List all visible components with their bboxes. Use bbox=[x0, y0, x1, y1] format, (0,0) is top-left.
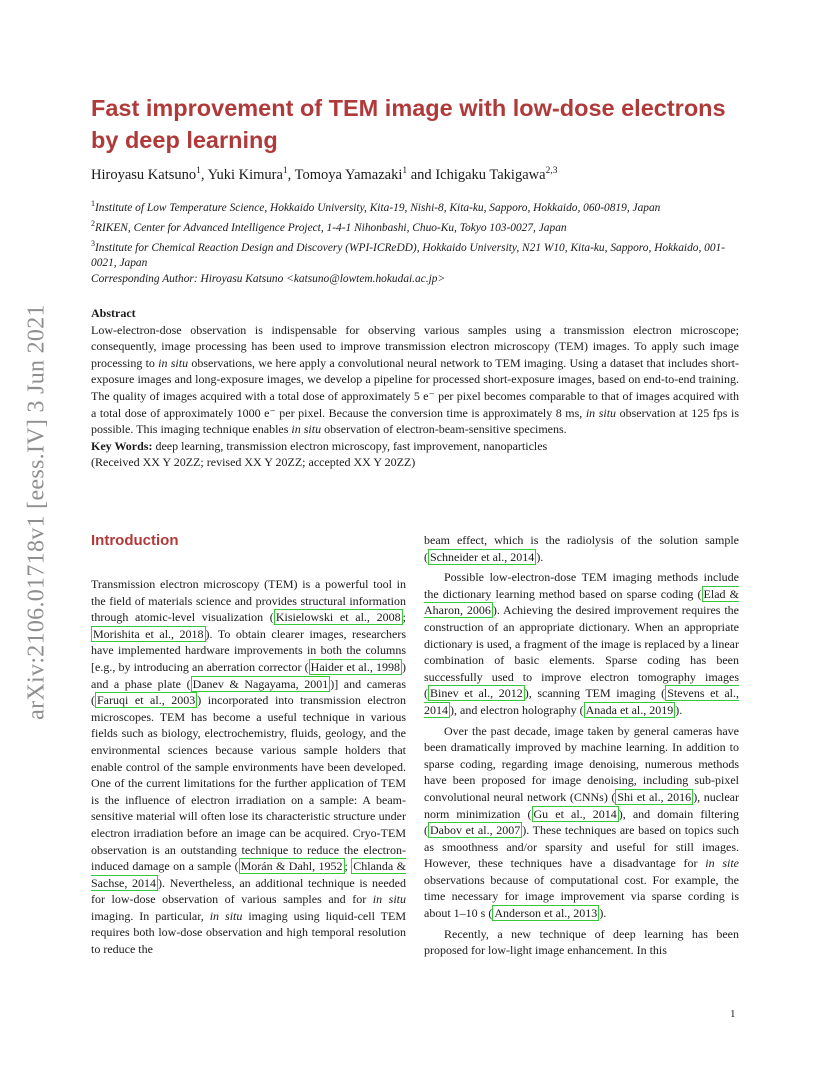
citation-link[interactable]: Haider et al., 1998 bbox=[310, 659, 400, 674]
arxiv-identifier: arXiv:2106.01718v1 [eess.IV] 3 Jun 2021 bbox=[23, 304, 50, 720]
text-run: ; bbox=[344, 859, 352, 874]
italic-text: in site bbox=[705, 856, 740, 871]
body-paragraph bbox=[424, 532, 739, 565]
text-run: ). Achieving the desired improvement requires the construction of an appropriate dictionary. When an appropriate dictionary is used, a fragment of the image is replaced by a linear combination of basic elements. Sparse coding has been successfully used to improve electron tomography images ( bbox=[424, 603, 739, 701]
citation-link[interactable]: Elad & Aharon, 2006 bbox=[424, 586, 739, 618]
citation-link[interactable]: Anada et al., 2019 bbox=[585, 702, 674, 717]
text-run: ), and domain filtering ( bbox=[424, 806, 739, 838]
text-run: ). bbox=[536, 549, 544, 564]
body-paragraph bbox=[424, 723, 739, 922]
author-list: Hiroyasu Katsuno$^1$, Yuki Kimura$^1$, Tomoya Yamazaki$^1$ and Ichigaku Takigawa$^{2,3}$ bbox=[91, 166, 558, 183]
author: Ichigaku Takigawa bbox=[435, 166, 546, 183]
keywords-label: Key Words: bbox=[91, 438, 153, 453]
citation-link[interactable]: Danev & Nagayama, 2001 bbox=[192, 676, 329, 691]
text-run: )] and cameras ( bbox=[91, 676, 406, 708]
italic-text: in situ bbox=[209, 908, 243, 923]
author-affiliation-mark: 1 bbox=[196, 166, 201, 176]
text-run: ). These techniques are based on topics such as smoothness and/or sparsity and useful for still images. However, these techniques have a disadvantage for bbox=[424, 823, 739, 871]
citation-link[interactable]: Gu et al., 2014 bbox=[533, 806, 617, 821]
citation-link[interactable]: Anderson et al., 2013 bbox=[494, 906, 598, 921]
text-run: Possible low-electron-dose TEM imaging methods include the dictionary learning method based on sparse coding ( bbox=[424, 570, 739, 601]
body-paragraph bbox=[91, 576, 406, 958]
text-run: ) incorporated into transmission electron microscopes. TEM has become a useful technique in various fields such as biology, electrochemistry, fluids, geology, and the environmental sciences because various sample holders that enable control of the sample environments have been developed. One of the current limitations for the further application of TEM is the influence of electron irradiation on a sample: A beam-sensitive material will often lose its characteristic structure under electron irradiation before an image can be acquired. Cryo-TEM observation is an outstanding technique to reduce the electron-induced damage on a sample ( bbox=[91, 693, 406, 874]
section-heading-introduction: Introduction bbox=[91, 532, 179, 549]
text-run: imaging using liquid-cell TEM requires both low-dose observation and high temporal resolution to reduce the bbox=[91, 908, 406, 957]
body-paragraph bbox=[424, 926, 739, 959]
citation-link[interactable]: Morán & Dahl, 1952 bbox=[240, 859, 343, 874]
abstract-body bbox=[91, 322, 739, 438]
affiliation: $^2$RIKEN, Center for Advanced Intelligence Project, 1-4-1 Nihonbashi, Chuo-Ku, Tokyo 103-0027, Japan bbox=[91, 218, 567, 234]
text-run: Recently, a new technique of deep learning has been proposed for low-light image enhancement. In this bbox=[424, 926, 739, 958]
affiliations bbox=[91, 196, 739, 287]
text-run: observation of electron-beam-sensitive specimens. bbox=[321, 422, 567, 437]
text-run: Low-electron-dose observation is indispensable for observing various samples using a transmission electron microscope; consequently, image processing has been used to improve transmission electron microscopy (TEM) images. To apply such image processing to bbox=[91, 322, 739, 370]
citation-link[interactable]: Chlanda & Sachse, 2014 bbox=[91, 859, 406, 890]
text-run: ), and electron holography ( bbox=[450, 702, 584, 717]
citation-link[interactable]: Dabov et al., 2007 bbox=[430, 823, 521, 838]
citation-link[interactable]: Morishita et al., 2018 bbox=[93, 626, 204, 641]
paper-title: Fast improvement of TEM image with low-dose electrons by deep learning bbox=[91, 95, 726, 153]
text-run: observation at 125 fps is possible. This imaging technique enables bbox=[91, 405, 739, 437]
received-dates: (Received XX Y 20ZZ; revised XX Y 20ZZ; accepted XX Y 20ZZ) bbox=[91, 455, 416, 470]
corresponding-author: Corresponding Author: Hiroyasu Katsuno <katsuno@lowtem.hokudai.ac.jp> bbox=[91, 273, 446, 286]
text-run: observations because of computational cost. For example, the time necessary for image improvement via sparse cording is about 1–10 s ( bbox=[424, 872, 739, 921]
text-run: Over the past decade, image taken by general cameras have been dramatically improved by machine learning. In addition to sparse coding, regarding image denoising, numerous methods have been proposed for image denoising, including sub-pixel convolutional neural network (CNNs) ( bbox=[424, 723, 739, 804]
citation-link[interactable]: Shi et al., 2016 bbox=[617, 789, 692, 804]
author-affiliation-mark: 1 bbox=[282, 166, 288, 176]
citation-link[interactable]: Binev et al., 2012 bbox=[430, 686, 523, 701]
text-run: imaging. In particular, bbox=[91, 908, 210, 923]
abstract bbox=[91, 305, 739, 471]
author: Yuki Kimura bbox=[207, 166, 283, 183]
affiliation: $^3$Institute for Chemical Reaction Design and Discovery (WPI-ICReDD), Hokkaido University, N21 W10, Kita-ku, Sapporo, Hokkaido, 001-0021, Japan bbox=[91, 238, 726, 270]
right-column bbox=[424, 532, 739, 959]
italic-text: in situ bbox=[291, 422, 322, 437]
keywords bbox=[91, 438, 739, 455]
citation-link[interactable]: Stevens et al., 2014 bbox=[424, 686, 740, 717]
italic-text: in situ bbox=[585, 405, 617, 420]
citation-link[interactable]: Schneider et al., 2014 bbox=[430, 549, 535, 564]
italic-text: in situ bbox=[372, 892, 406, 907]
text-run: ; bbox=[402, 610, 406, 625]
arxiv-sidebar bbox=[17, 292, 57, 732]
text-run: ) and a phase plate ( bbox=[91, 659, 406, 691]
italic-text: in situ bbox=[158, 355, 189, 370]
author-affiliation-mark: 2,3 bbox=[545, 166, 558, 176]
text-run: ). Nevertheless, an additional technique is needed for low-dose observation of various samples and for bbox=[91, 875, 407, 907]
text-run: beam effect, which is the radiolysis of the solution sample ( bbox=[424, 533, 739, 564]
affiliation: $^1$Institute of Low Temperature Science, Hokkaido University, Kita-19, Nishi-8, Kita-ku, Sapporo, Hokkaido, 060-0819, Japan bbox=[91, 199, 661, 214]
citation-link[interactable]: Kisielowski et al., 2008 bbox=[275, 610, 401, 625]
text-run: observations, we here apply a convolutional neural network to TEM imaging. Using a dataset that includes short-exposure images and long-exposure images, we develop a pipeline for processed short-exposure images, based on end-to-end training. The quality of images acquired with a total dose of approximately 5 e⁻ per pixel becomes comparable to that of images acquired with a total dose of approximately 1000 e⁻ per pixel. Because the conversion time is approximately 8 ms, bbox=[91, 355, 740, 420]
author: Hiroyasu Katsuno bbox=[91, 166, 197, 183]
text-run: ). To obtain clearer images, researchers have implemented hardware improvements in both the columns [e.g., by introducing an aberration corrector ( bbox=[91, 626, 406, 674]
text-run: ), scanning TEM imaging ( bbox=[524, 686, 666, 701]
abstract-heading: Abstract bbox=[91, 306, 136, 320]
page-number: 1 bbox=[730, 1008, 736, 1020]
text-run: Transmission electron microscopy (TEM) is a powerful tool in the field of materials science and provides structural information through atomic-level visualization ( bbox=[91, 577, 406, 625]
citation-link[interactable]: Faruqi et al., 2003 bbox=[97, 693, 196, 708]
body-paragraph bbox=[424, 569, 739, 718]
author: Tomoya Yamazaki bbox=[294, 166, 403, 183]
author-affiliation-mark: 1 bbox=[402, 166, 408, 176]
left-column bbox=[91, 532, 406, 958]
text-run: ). bbox=[599, 906, 607, 921]
keywords-text: deep learning, transmission electron microscopy, fast improvement, nanoparticles bbox=[152, 438, 548, 453]
text-run: ), nuclear norm minimization ( bbox=[424, 789, 739, 821]
text-run: ). bbox=[675, 702, 683, 717]
